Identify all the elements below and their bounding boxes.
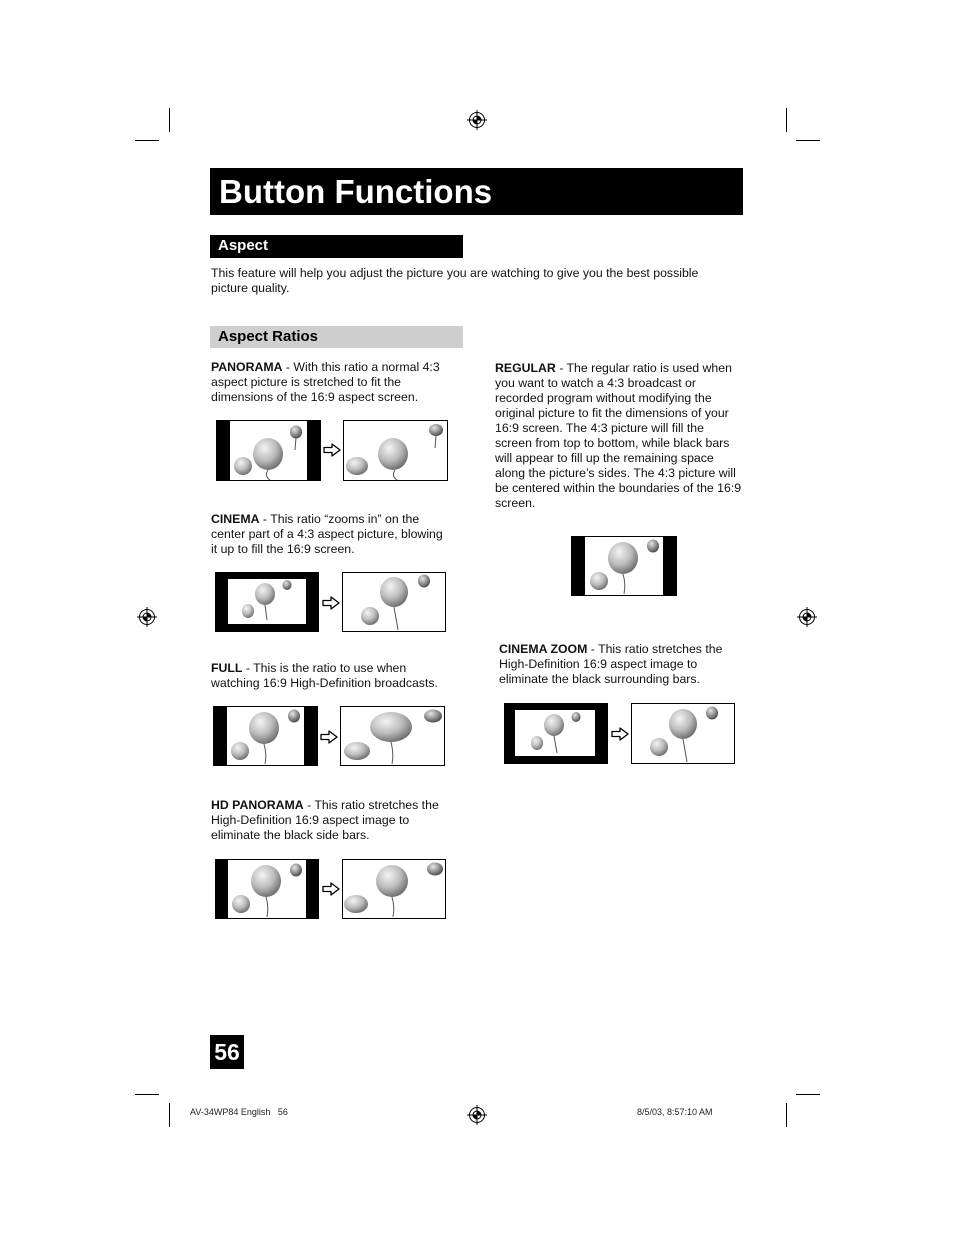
- crop-mark: [796, 1094, 820, 1095]
- cinema-zoom-description: [499, 642, 737, 687]
- panorama-before-image: [216, 420, 321, 481]
- full-text: - This is the ratio to use when watching 16:9 High-Definition broadcasts.: [211, 661, 438, 690]
- registration-mark-icon: [137, 607, 157, 627]
- panorama-label: PANORAMA: [211, 360, 283, 374]
- crop-mark: [786, 108, 787, 132]
- regular-label: REGULAR: [495, 361, 556, 375]
- arrow-right-icon: [611, 727, 629, 741]
- page-number: 56: [210, 1035, 244, 1069]
- hd-panorama-label: HD PANORAMA: [211, 798, 304, 812]
- panorama-text: - With this ratio a normal 4:3 aspect picture is stretched to fit the dimensions of the 16:9 aspect screen.: [211, 360, 440, 404]
- panorama-description: [211, 360, 441, 405]
- section-heading-aspect-ratios: Aspect Ratios: [210, 326, 463, 348]
- full-before-image: [213, 706, 318, 766]
- arrow-right-icon: [323, 443, 341, 457]
- cinema-after-image: [342, 572, 446, 632]
- crop-mark: [169, 108, 170, 132]
- cinema-zoom-before-image: [504, 703, 608, 764]
- hd-panorama-after-image: [342, 859, 446, 919]
- cinema-zoom-after-image: [631, 703, 735, 764]
- full-label: FULL: [211, 661, 243, 675]
- crop-mark: [796, 140, 820, 141]
- crop-mark: [135, 1094, 159, 1095]
- hd-panorama-before-image: [215, 859, 319, 919]
- hd-panorama-description: [211, 798, 446, 843]
- arrow-right-icon: [322, 882, 340, 896]
- footer-right: 8/5/03, 8:57:10 AM: [637, 1107, 713, 1117]
- crop-mark: [169, 1103, 170, 1127]
- section-heading-aspect: Aspect: [210, 235, 463, 258]
- page-title: Button Functions: [210, 168, 743, 215]
- registration-mark-icon: [467, 110, 487, 130]
- arrow-right-icon: [320, 730, 338, 744]
- regular-image: [571, 536, 677, 596]
- registration-mark-icon: [797, 607, 817, 627]
- regular-text: - The regular ratio is used when you want to watch a 4:3 broadcast or recorded program without modifying the original picture to fit the dimensions of your 16:9 screen. The 4:3 picture will fill the screen from top to bottom, while black bars will appear to fill up the remaining space along the picture’s sides. The 4:3 picture will be centered within the boundaries of the 16:9 screen.: [495, 361, 742, 510]
- cinema-zoom-label: CINEMA ZOOM: [499, 642, 588, 656]
- hd-panorama-text: - This ratio stretches the High-Definition 16:9 aspect image to eliminate the black side bars.: [211, 798, 439, 842]
- crop-mark: [135, 140, 159, 141]
- full-description: [211, 661, 451, 691]
- registration-mark-icon: [467, 1105, 487, 1125]
- arrow-right-icon: [322, 596, 340, 610]
- panorama-after-image: [343, 420, 448, 481]
- cinema-before-image: [215, 572, 319, 632]
- regular-description: [495, 361, 743, 511]
- full-after-image: [340, 706, 445, 766]
- crop-mark: [786, 1103, 787, 1127]
- aspect-intro: This feature will help you adjust the picture you are watching to give you the best possible picture quality.: [211, 266, 699, 295]
- footer-left: AV-34WP84 English 56: [190, 1107, 288, 1117]
- cinema-zoom-text: - This ratio stretches the High-Definition 16:9 aspect image to eliminate the black surrounding bars.: [499, 642, 723, 686]
- cinema-label: CINEMA: [211, 512, 260, 526]
- cinema-description: [211, 512, 451, 557]
- cinema-text: - This ratio “zooms in” on the center part of a 4:3 aspect picture, blowing it up to fill the 16:9 screen.: [211, 512, 443, 556]
